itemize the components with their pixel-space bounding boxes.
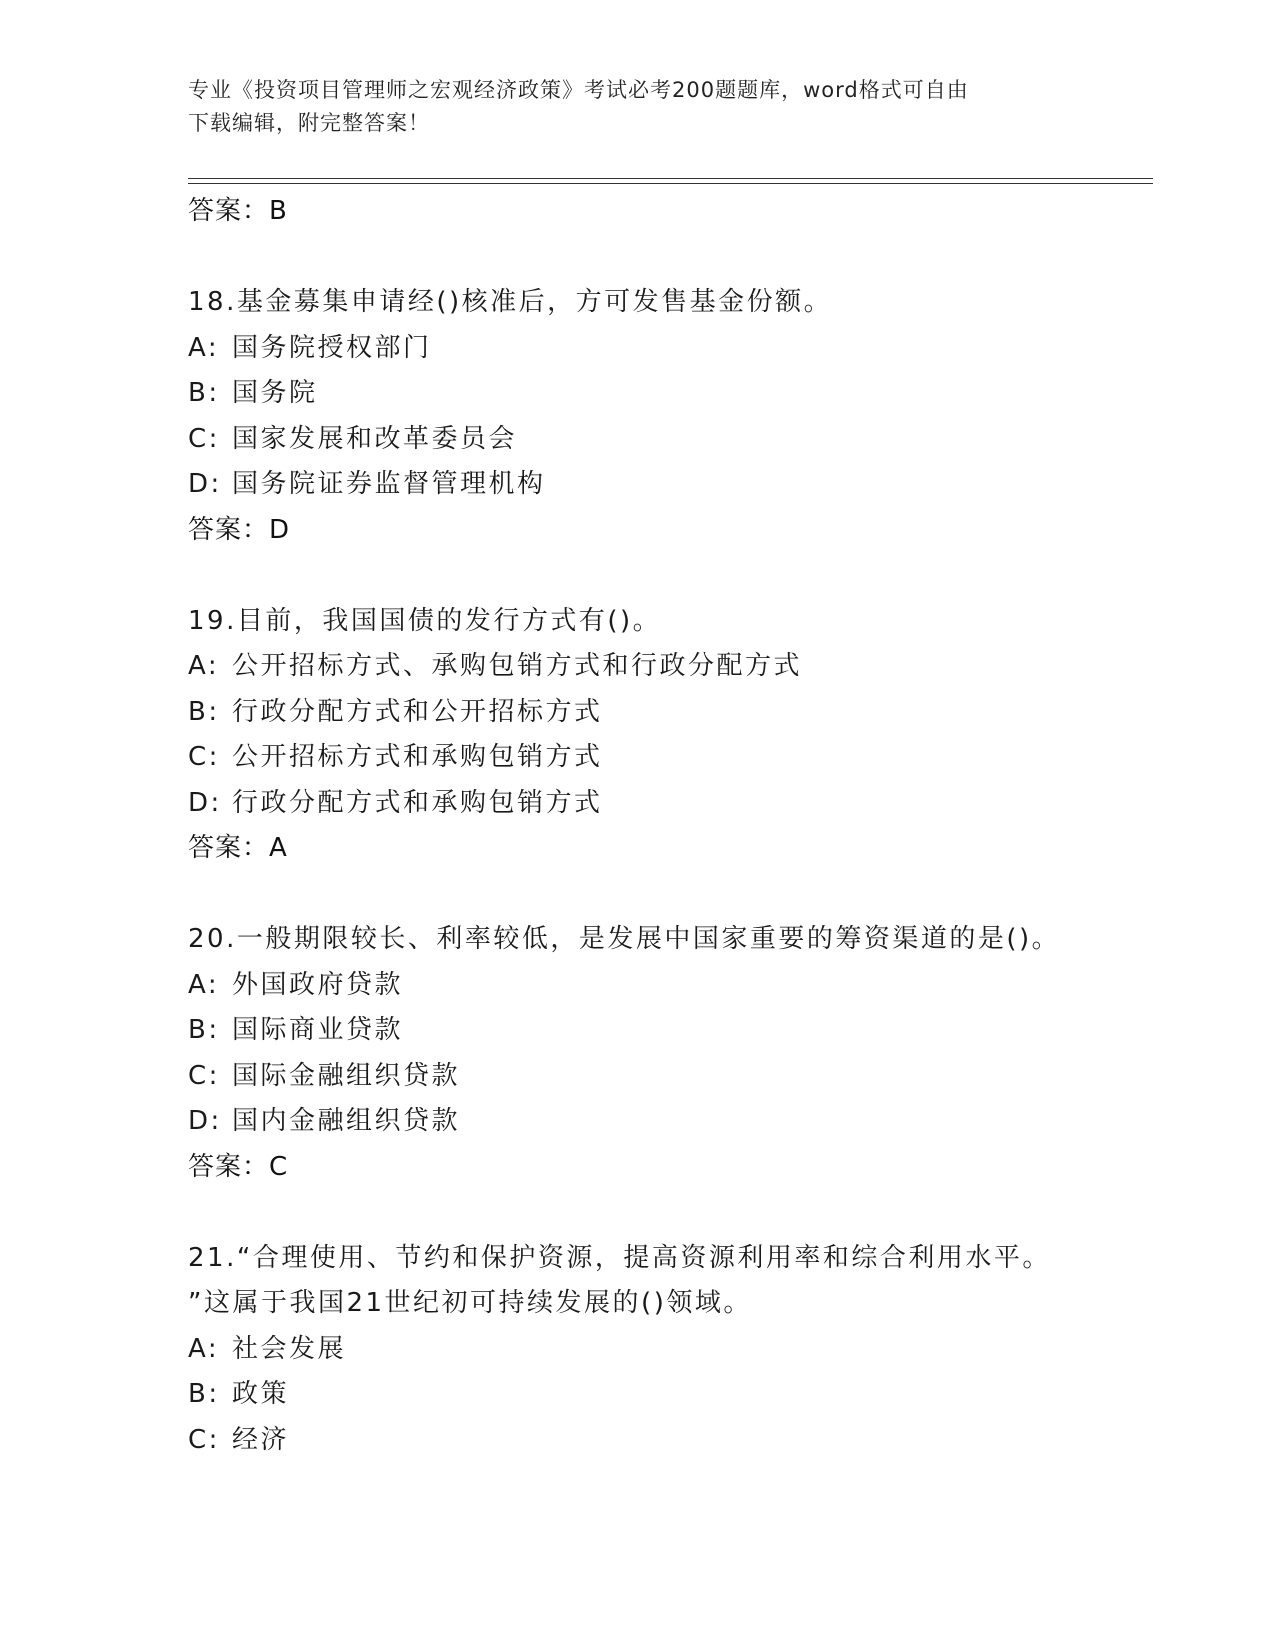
- option-text: 行政分配方式和承购包销方式: [232, 787, 603, 818]
- option-letter: D:: [188, 1106, 222, 1136]
- option-text: 政策: [232, 1379, 290, 1409]
- option-a: [188, 963, 1148, 1009]
- option-text: 国家发展和改革委员会: [232, 423, 518, 454]
- answer-line: 答案：A: [188, 833, 288, 863]
- question-stem: 18.基金募集申请经()核准后，方可发售基金份额。: [188, 287, 833, 317]
- option-letter: B:: [188, 378, 220, 408]
- question-19: [188, 599, 1148, 872]
- option-b: [188, 371, 1148, 417]
- document-header: [188, 74, 1088, 140]
- option-c: [188, 1054, 1148, 1100]
- option-b: [188, 1372, 1148, 1418]
- question-stem: 19.目前，我国国债的发行方式有()。: [188, 605, 662, 636]
- option-letter: C:: [188, 742, 220, 772]
- option-b: [188, 1008, 1148, 1054]
- option-text: 国际金融组织贷款: [232, 1060, 461, 1091]
- option-letter: C:: [188, 423, 220, 454]
- question-21: [188, 1236, 1148, 1464]
- option-text: 国务院证券监督管理机构: [232, 469, 546, 499]
- option-text: 社会发展: [232, 1333, 347, 1364]
- option-letter: C:: [188, 1424, 220, 1455]
- header-rule-top: [188, 178, 1153, 179]
- option-d: [188, 781, 1148, 827]
- option-letter: B:: [188, 1379, 220, 1409]
- option-letter: B:: [188, 696, 220, 727]
- option-text: 经济: [232, 1424, 290, 1455]
- option-c: [188, 735, 1148, 781]
- question-list: [188, 188, 1148, 1463]
- option-letter: D:: [188, 787, 222, 818]
- option-text: 国务院授权部门: [232, 332, 432, 363]
- question-20: [188, 917, 1148, 1190]
- option-text: 公开招标方式和承购包销方式: [232, 742, 603, 772]
- option-b: [188, 690, 1148, 736]
- header-rule-bottom: [188, 183, 1153, 184]
- option-text: 国内金融组织贷款: [232, 1106, 461, 1136]
- answer-line: 答案：D: [188, 514, 291, 545]
- option-letter: A:: [188, 969, 220, 1000]
- question-18: [188, 280, 1148, 553]
- option-c: [188, 417, 1148, 463]
- option-text: 国际商业贷款: [232, 1015, 404, 1045]
- question-stem: 20.一般期限较长、利率较低，是发展中国家重要的筹资渠道的是()。: [188, 924, 1061, 954]
- option-letter: A:: [188, 332, 220, 363]
- option-c: [188, 1418, 1148, 1464]
- option-letter: A:: [188, 1333, 220, 1364]
- option-text: 公开招标方式、承购包销方式和行政分配方式: [232, 651, 803, 681]
- option-letter: C:: [188, 1060, 220, 1091]
- option-d: [188, 1099, 1148, 1145]
- option-letter: B:: [188, 1015, 220, 1045]
- option-a: [188, 326, 1148, 372]
- previous-answer: 答案：B: [188, 196, 288, 226]
- option-letter: A:: [188, 651, 220, 681]
- header-line-1: 专业《投资项目管理师之宏观经济政策》考试必考200题题库，word格式可自由: [188, 78, 969, 102]
- option-text: 行政分配方式和公开招标方式: [232, 696, 603, 727]
- question-stem-line-2: ”这属于我国21世纪初可持续发展的()领域。: [188, 1288, 752, 1318]
- option-a: [188, 1327, 1148, 1373]
- option-text: 国务院: [232, 378, 318, 408]
- question-stem-line-1: 21.“合理使用、节约和保护资源，提高资源利用率和综合利用水平。: [188, 1242, 1051, 1273]
- header-line-2: 下载编辑，附完整答案！: [188, 111, 430, 135]
- answer-line: 答案：C: [188, 1151, 289, 1182]
- option-a: [188, 644, 1148, 690]
- option-d: [188, 462, 1148, 508]
- option-letter: D:: [188, 469, 222, 499]
- option-text: 外国政府贷款: [232, 969, 404, 1000]
